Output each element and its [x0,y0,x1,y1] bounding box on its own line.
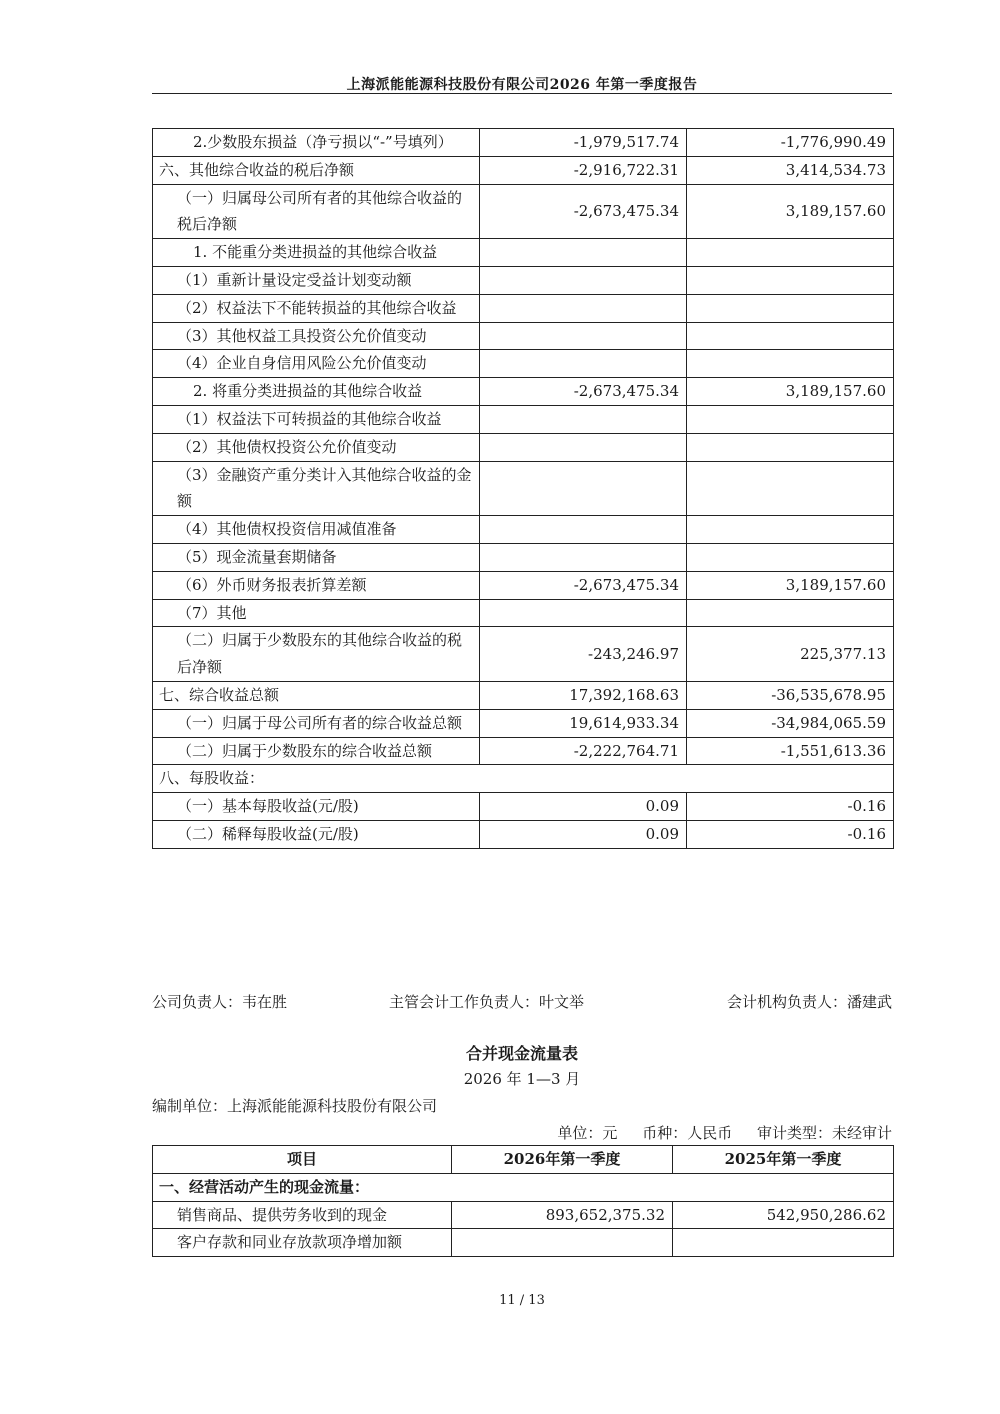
row-label: （二）归属于少数股东的其他综合收益的税后净额 [153,627,480,682]
row-label: （1）权益法下可转损益的其他综合收益 [153,405,480,433]
table-row [153,378,894,406]
row-label: （6）外币财务报表折算差额 [153,571,480,599]
prior-value [687,516,894,544]
table-row [153,184,894,239]
prior-value [687,294,894,322]
row-label: 客户存款和同业存放款项净增加额 [153,1229,452,1257]
table-row [153,1173,894,1201]
current-value: -243,246.97 [480,627,687,682]
prior-value [687,266,894,294]
table-row [153,681,894,709]
current-value: 0.09 [480,793,687,821]
table-row [153,737,894,765]
page-number: 11 / 13 [499,1293,545,1308]
prior-value: 542,950,286.62 [673,1201,894,1229]
table-row [153,516,894,544]
current-value [480,405,687,433]
current-value: 17,392,168.63 [480,681,687,709]
row-label: 七、综合收益总额 [153,681,480,709]
current-value [480,599,687,627]
row-label: （二）稀释每股收益(元/股) [153,820,480,848]
table-row [153,709,894,737]
table-row [153,461,894,516]
report-header: 上海派能能源科技股份有限公司2026 年第一季度报告 [346,77,698,93]
current-value [480,433,687,461]
row-label: （2）权益法下不能转损益的其他综合收益 [153,294,480,322]
company-head: 公司负责人：韦在胜 [152,993,288,1011]
prior-value [687,461,894,516]
prior-value: -0.16 [687,793,894,821]
prior-value: 225,377.13 [687,627,894,682]
row-label: （2）其他债权投资公允价值变动 [153,433,480,461]
prior-value: 3,414,534.73 [687,156,894,184]
table-row [153,294,894,322]
table-row [153,793,894,821]
current-value: 0.09 [480,820,687,848]
row-label: 六、其他综合收益的税后净额 [153,156,480,184]
table-row [153,350,894,378]
table-row [153,820,894,848]
table-row [153,599,894,627]
prior-value: -36,535,678.95 [687,681,894,709]
current-value: 19,614,933.34 [480,709,687,737]
table-row [153,266,894,294]
prior-value [687,433,894,461]
table-row [153,322,894,350]
table-row [153,543,894,571]
current-value [480,543,687,571]
row-label: 2. 将重分类进损益的其他综合收益 [153,378,480,406]
current-value [480,516,687,544]
table-row [153,405,894,433]
unit-label: 单位：元 [557,1124,618,1142]
signature-row [152,991,892,1013]
currency-label: 币种：人民币 [642,1124,733,1142]
prior-value: 3,189,157.60 [687,571,894,599]
prior-value [687,350,894,378]
row-label: （二）归属于少数股东的综合收益总额 [153,737,480,765]
audit-type-label: 审计类型：未经审计 [756,1124,892,1142]
table-row [153,571,894,599]
table-row [153,1201,894,1229]
row-label: （3）金融资产重分类计入其他综合收益的金额 [153,461,480,516]
table-row [153,156,894,184]
row-label: （一）基本每股收益(元/股) [153,793,480,821]
current-value [480,350,687,378]
agency-head: 会计机构负责人：潘建武 [726,993,892,1011]
table-row [153,433,894,461]
prior-value: -34,984,065.59 [687,709,894,737]
cashflow-table [152,1145,894,1257]
row-label: 销售商品、提供劳务收到的现金 [153,1201,452,1229]
current-value: -2,222,764.71 [480,737,687,765]
table-row [153,765,894,793]
income-statement-table [152,128,894,849]
prior-value: 3,189,157.60 [687,184,894,239]
current-value [452,1229,673,1257]
column-header-item: 项目 [153,1146,452,1174]
cashflow-period: 2026 年 1—3 月 [463,1070,581,1088]
section-label: 一、经营活动产生的现金流量： [153,1173,894,1201]
current-value [480,461,687,516]
prior-value [673,1229,894,1257]
table-row [153,1229,894,1257]
current-value [480,322,687,350]
prior-value [687,599,894,627]
row-label: （一）归属母公司所有者的其他综合收益的税后净额 [153,184,480,239]
row-label: （1）重新计量设定受益计划变动额 [153,266,480,294]
row-label: （一）归属于母公司所有者的综合收益总额 [153,709,480,737]
prior-value [687,239,894,267]
current-value: -2,916,722.31 [480,156,687,184]
prior-value: 3,189,157.60 [687,378,894,406]
prior-value: -0.16 [687,820,894,848]
row-label: 1. 不能重分类进损益的其他综合收益 [153,239,480,267]
prior-value [687,543,894,571]
prior-value: -1,776,990.49 [687,129,894,157]
current-value: -1,979,517.74 [480,129,687,157]
table-row [153,129,894,157]
column-header-current: 2026年第一季度 [452,1146,673,1174]
current-value [480,239,687,267]
row-label: （5）现金流量套期储备 [153,543,480,571]
cashflow-title: 合并现金流量表 [465,1044,578,1063]
current-value: 893,652,375.32 [452,1201,673,1229]
current-value: -2,673,475.34 [480,571,687,599]
row-label: （4）其他债权投资信用减值准备 [153,516,480,544]
table-row [153,239,894,267]
table-row [153,627,894,682]
header-rule [152,93,892,94]
current-value [480,294,687,322]
row-label: （4）企业自身信用风险公允价值变动 [153,350,480,378]
row-label: （3）其他权益工具投资公允价值变动 [153,322,480,350]
row-label: （7）其他 [153,599,480,627]
cashflow-meta [152,1122,892,1143]
row-label: 2.少数股东损益（净亏损以“-”号填列） [153,129,480,157]
row-label: 八、每股收益： [153,765,894,793]
table-header-row [153,1146,894,1174]
prior-value: -1,551,613.36 [687,737,894,765]
accounting-head: 主管会计工作负责人：叶文举 [389,993,585,1011]
current-value: -2,673,475.34 [480,184,687,239]
current-value: -2,673,475.34 [480,378,687,406]
column-header-prior: 2025年第一季度 [673,1146,894,1174]
current-value [480,266,687,294]
prior-value [687,405,894,433]
prepared-by: 编制单位：上海派能能源科技股份有限公司 [152,1097,438,1115]
prior-value [687,322,894,350]
